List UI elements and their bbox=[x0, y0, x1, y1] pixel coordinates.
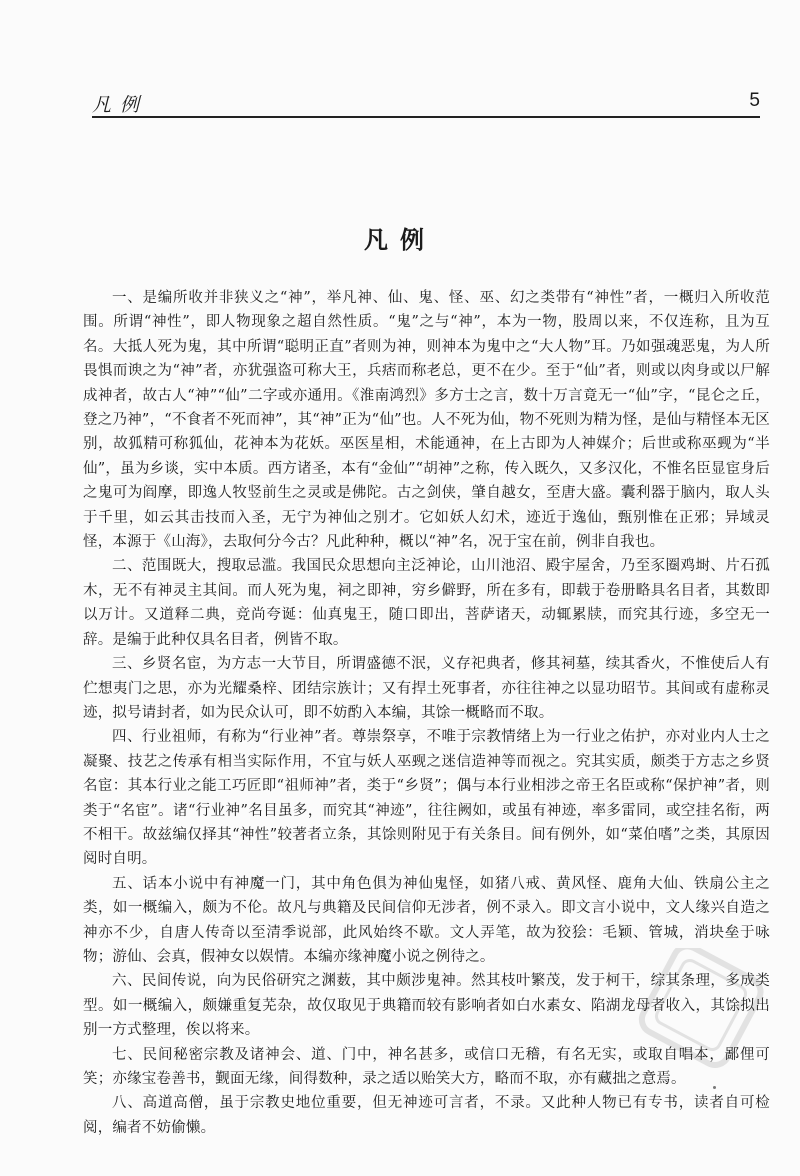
page-title: 凡例 bbox=[364, 226, 436, 254]
paragraph-6: 六、民间传说，向为民俗研究之渊薮，其中颇涉鬼神。然其枝叶繁茂，发于柯干，综其条理，多成类型。如一概编入，颇嫌重复芜杂，故仅取见于典籍而较有影响者如白水素女、陷湖龙母者收入，其馀拟出别一方式整理，俟以将来。 bbox=[83, 973, 770, 1039]
paragraph-1: 一、是编所收并非狭义之“神”，举凡神、仙、鬼、怪、巫、幻之类带有“神性”者，一概归入所收范围。所谓“神性”，即人物现象之超自然性质。“鬼”之与“神”，本为一物，股周以来，不仅连称，且为互名。大抵人死为鬼，其中所谓“聪明正直”者则为神，则神本为鬼中之“大人物”耳。乃如强魂恶鬼，为人所畏惧而谀之为“神”者，亦犹强盗可称大王，兵痞而称老总，更不在少。至于“仙”者，则或以肉身或以尸解成神者，故古人“神”“仙”二字或亦通用。《淮南鸿烈》多方士之言，数十万言竟无一“仙”字，“昆仑之丘，登之乃神”，“不食者不死而神”，其“神”正为“仙”也。人不死为仙，物不死则为精为怪，是仙与精怪本无区别，故狐精可称狐仙，花神本为花妖。巫医星相，术能通神，在上古即为人神媒介；后世或称巫觋为“半仙”，虽为乡谈，实中本质。西方诸圣，本有“金仙”“胡神”之称，传入既久，又多汉化，不惟名臣显宦身后之鬼可为阎摩，即逸人牧竖前生之灵或是佛陀。古之剑侠，肇自越女，至唐大盛。囊利器于脑内，取人头于千里，如云其击技而入圣，无宁为神仙之别才。它如妖人幻术，迹近于逸仙，甄别惟在正邪；异域灵怪，本源于《山海》，去取何分今古？凡此种种，概以“神”名，况于宝在前，例非自我也。 bbox=[83, 290, 770, 551]
paragraph-2: 二、范围既大，搜取忌滥。我国民众思想向主泛神论，山川池沼、殿宇屋舍，乃至豕圈鸡埘、片石孤木，无不有神灵主其间。而人死为鬼，祠之即神，穷乡僻野，所在多有，即载于卷册略具名目者，其数即以万计。又道释二典，竞尚夸诞：仙真鬼王，随口即出，菩萨诸天，动辄累牍，而究其行迹，多空无一辞。是编于此种仅具名目者，例皆不取。 bbox=[83, 558, 770, 648]
paragraph-3: 三、乡贤名宦，为方志一大节目，所谓盛德不泯，义存祀典者，修其祠墓，续其香火，不惟使后人有伫想夷门之思，亦为光耀桑梓、团结宗族计；又有捍土死事者，亦往往神之以显功昭节。其间或有虚称灵迹，拟号请封者，如为民众认可，即不妨酌入本编，其馀一概略而不取。 bbox=[83, 656, 770, 721]
running-header-section: 凡例 bbox=[92, 94, 149, 116]
paragraph-5: 五、话本小说中有神魔一门，其中角色俱为神仙鬼怪，如猪八戒、黄风怪、鹿角大仙、铁扇公主之类，如一概编入，颇为不伦。故凡与典籍及民间信仰无涉者，例不录入。即文言小说中，文人缘兴自造之神亦不少，自唐人传奇以至清季说部，此风始终不歇。文人弄笔，故为狡狯：毛颖、管城，消块垒于咏物；游仙、会真，假神女以娱情。本编亦缘神魔小说之例待之。 bbox=[83, 875, 770, 965]
body-text bbox=[83, 286, 770, 1140]
paragraph-4: 四、行业祖师，有称为“行业神”者。尊崇祭享，不唯于宗教情绪上为一行业之佑护，亦对业内人士之凝聚、技艺之传承有相当实际作用，不宜与妖人巫觋之迷信造神等而视之。究其实质，颇类于方志之乡贤名宦：其本行业之能工巧匠即“祖师神”者，类于“乡贤”；偶与本行业相涉之帝王名臣或称“保护神”者，则类于“名宦”。诸“行业神”名目虽多，而究其“神迹”，往往阙如，或虽有神迹，率多雷同，或空挂名衔，两不相干。故兹编仅择其“神性”较著者立条，其馀则附见于有关条目。间有例外，如“菜伯嗜”之类，其原因阅时自明。 bbox=[83, 729, 770, 868]
scan-speck bbox=[713, 1086, 716, 1089]
paragraph-7: 七、民间秘密宗教及诸神会、道、门中，神名甚多，或信口无稽，有名无实，或取自唱本，鄙俚可笑；亦缘宝卷善书，觐面无缘，间得数种，录之适以贻笑大方，略而不取，亦有藏拙之意焉。 bbox=[83, 1046, 770, 1087]
paragraph-8: 八、高道高僧，虽于宗教史地位重要，但无神迹可言者，不录。又此种人物已有专书，读者自可检阅，编者不妨偷懒。 bbox=[83, 1095, 770, 1136]
running-header bbox=[92, 88, 760, 118]
page-number: 5 bbox=[749, 90, 760, 111]
